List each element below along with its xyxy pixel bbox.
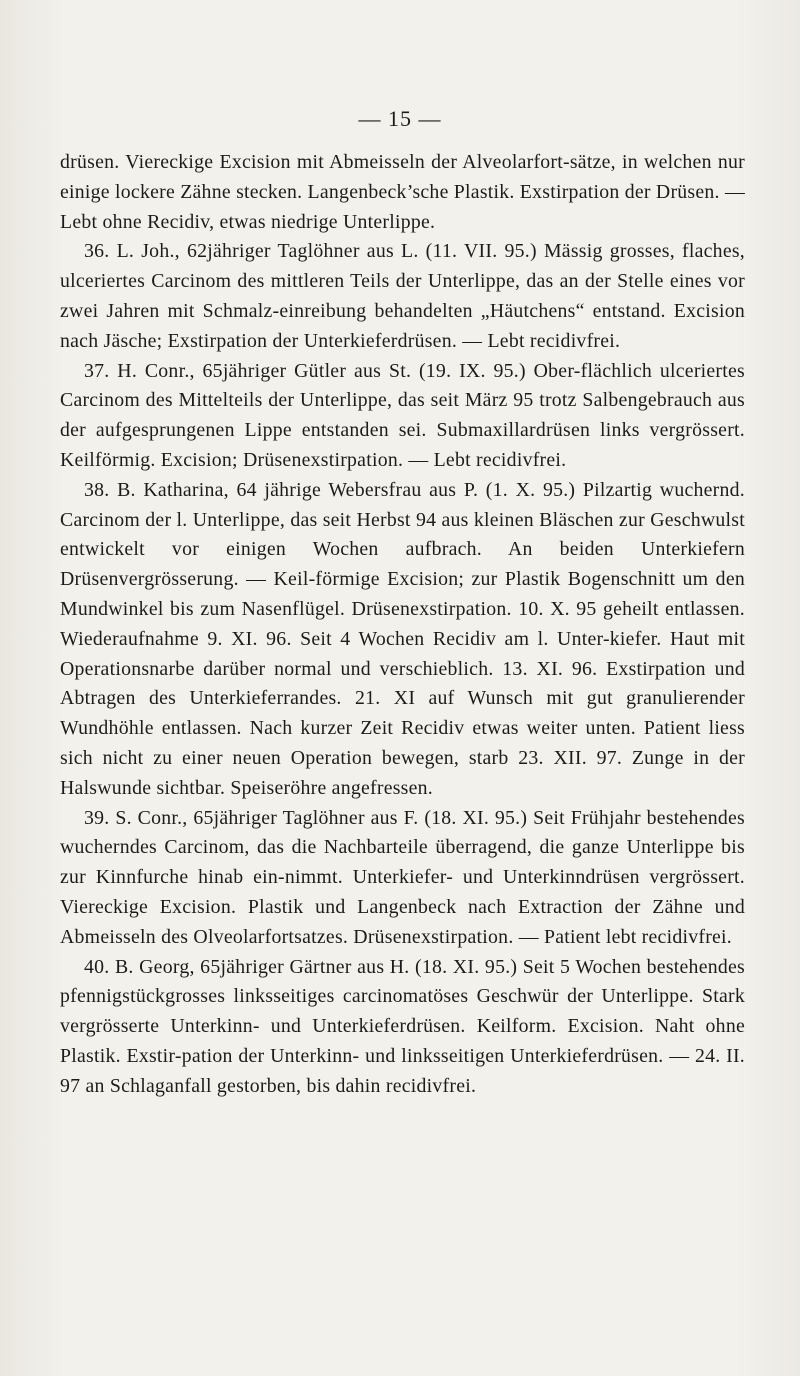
- paragraph-case-37: 37. H. Conr., 65jähriger Gütler aus St. (19. IX. 95.) Ober-flächlich ulceriertes Carcinom des Mittelteils der Unterlippe, das seit März 95 trotz Salbengebrauch aus der aufgesprungenen Lippe entstanden sei. Submaxillardrüsen links vergrössert. Keilförmig. Excision; Drüsenexstirpation. — Lebt recidivfrei.: [60, 359, 745, 471]
- paragraph-case-40: 40. B. Georg, 65jähriger Gärtner aus H. (18. XI. 95.) Seit 5 Wochen bestehendes pfennigstückgrosses linksseitiges carcinomatöses Geschwür der Unterlippe. Stark vergrösserte Unterkinn- und Unterkieferdrüsen. Keilform. Excision. Naht ohne Plastik. Exstir-pation der Unterkinn- und linksseitigen Unterkieferdrüsen. — 24. II. 97 an Schlaganfall gestorben, bis dahin recidivfrei.: [60, 955, 745, 1097]
- page-body: [60, 148, 745, 1102]
- paragraph-continuation: drüsen. Viereckige Excision mit Abmeisseln der Alveolarfort-sätze, in welchen nur einige lockere Zähne stecken. Langenbeck’sche Plastik. Exstirpation der Drüsen. — Lebt ohne Recidiv, etwas niedrige Unterlippe.: [60, 151, 745, 233]
- paragraph-case-39: 39. S. Conr., 65jähriger Taglöhner aus F. (18. XI. 95.) Seit Frühjahr bestehendes wucherndes Carcinom, das die Nachbarteile überragend, die ganze Unterlippe bis zur Kinnfurche hinab ein-nimmt. Unterkiefer- und Unterkinndrüsen vergrössert. Viereckige Excision. Plastik und Langenbeck nach Extraction der Zähne und Abmeisseln des Olveolarfortsatzes. Drüsenexstirpation. — Patient lebt recidivfrei.: [60, 806, 745, 948]
- paragraph-case-36: 36. L. Joh., 62jähriger Taglöhner aus L. (11. VII. 95.) Mässig grosses, flaches, ulceriertes Carcinom des mittleren Teils der Unterlippe, das an der Stelle eines vor zwei Jahren mit Schmalz-einreibung behandelten „Häutchens“ entstand. Excision nach Jäsche; Exstirpation der Unterkieferdrüsen. — Lebt recidivfrei.: [60, 240, 745, 352]
- page-number-header: — 15 —: [358, 106, 442, 131]
- paragraph-case-38: 38. B. Katharina, 64 jährige Webersfrau aus P. (1. X. 95.) Pilzartig wuchernd. Carcinom der l. Unterlippe, das seit Herbst 94 aus kleinen Bläschen zur Geschwulst entwickelt vor einigen Wochen aufbrach. An beiden Unterkiefern Drüsenvergrösserung. — Keil-förmige Excision; zur Plastik Bogenschnitt um den Mundwinkel bis zum Nasenflügel. Drüsenexstirpation. 10. X. 95 geheilt entlassen. Wiederaufnahme 9. XI. 96. Seit 4 Wochen Recidiv am l. Unter-kiefer. Haut mit Operationsnarbe darüber normal und verschieblich. 13. XI. 96. Exstirpation und Abtragen des Unterkieferrandes. 21. XI auf Wunsch mit gut granulierender Wundhöhle entlassen. Nach kurzer Zeit Recidiv etwas weiter unten. Patient liess sich nicht zu einer neuen Operation bewegen, starb 23. XII. 97. Zunge in der Halswunde sichtbar. Speiseröhre angefressen.: [60, 478, 745, 799]
